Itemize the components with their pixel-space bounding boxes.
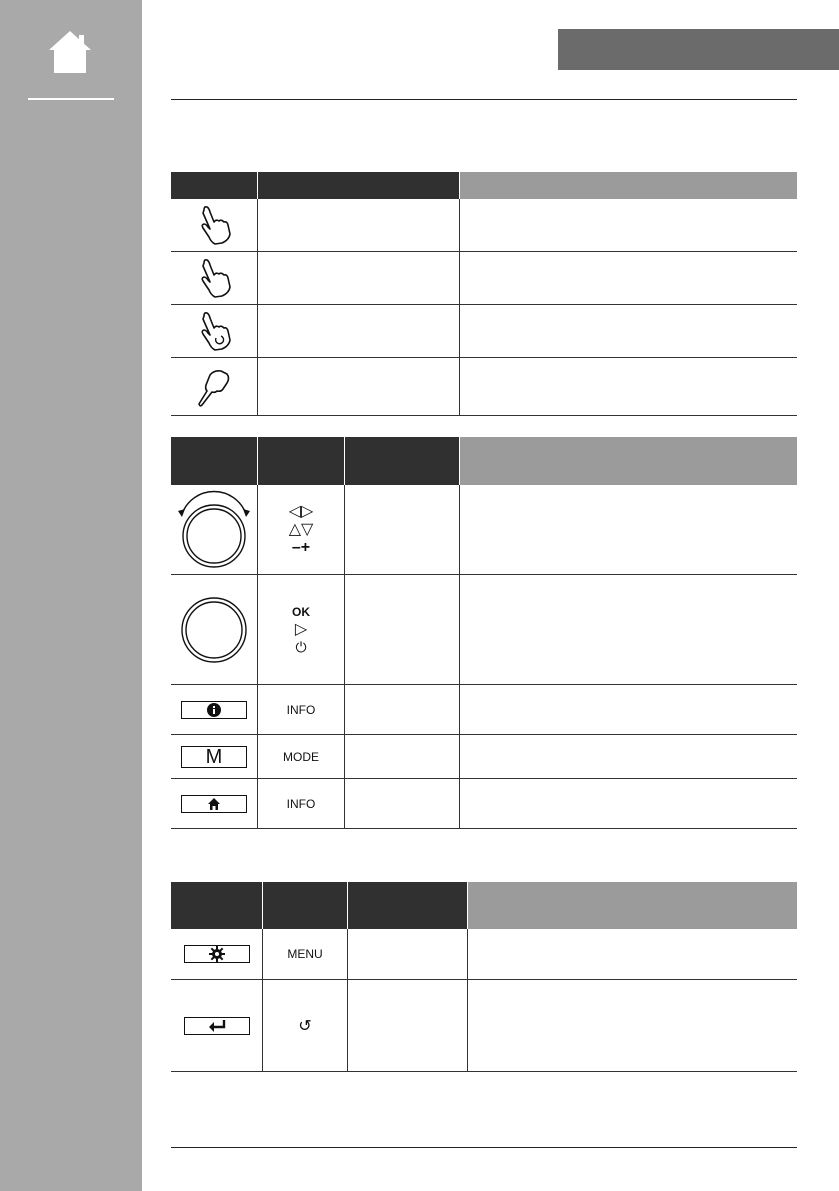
pointing-gesture-icon	[171, 358, 257, 415]
table-row	[171, 199, 797, 252]
controls-table-header-col3	[345, 437, 459, 485]
menu-table-header-col4	[468, 882, 797, 929]
up-down-arrows-icon: △▽	[288, 520, 314, 538]
footer-rule	[171, 1147, 797, 1148]
mode-key-letter: M	[205, 745, 223, 768]
controls-table-header-col2	[258, 437, 344, 485]
menu-key	[184, 945, 250, 963]
table-row	[171, 358, 797, 416]
gesture-table-header-col3	[460, 172, 797, 199]
left-right-arrows-icon: ◁▷	[288, 502, 314, 520]
menu-table	[171, 882, 797, 1072]
info-label: INFO	[286, 796, 316, 811]
back-symbol-icon: ↺	[298, 1016, 312, 1035]
menu-table-header-col1	[171, 882, 262, 929]
ok-label: OK	[292, 604, 310, 619]
mode-label: MODE	[283, 749, 319, 764]
table-row	[171, 305, 797, 358]
gesture-table-header-col2	[258, 172, 459, 199]
gesture-table	[171, 172, 797, 416]
gear-icon	[209, 946, 225, 962]
mode-key	[181, 746, 247, 768]
power-icon: ⏻	[295, 639, 307, 656]
controls-table-header-col1	[171, 437, 257, 485]
home-icon	[207, 797, 221, 811]
sidebar	[0, 0, 142, 1191]
menu-label: MENU	[287, 947, 323, 961]
controls-table-header-col4	[460, 437, 797, 485]
controls-table	[171, 437, 797, 829]
minus-plus-icon: –+	[291, 538, 311, 556]
back-key	[184, 1017, 250, 1035]
menu-table-header-col2	[263, 882, 347, 929]
sidebar-divider	[28, 98, 114, 100]
table-row	[171, 252, 797, 305]
menu-table-header-col3	[348, 882, 467, 929]
press-gesture-icon	[171, 252, 257, 304]
info-label: INFO	[286, 702, 316, 717]
play-icon: ▷	[294, 620, 308, 638]
info-icon	[207, 703, 221, 717]
tap-gesture-icon	[171, 199, 257, 251]
enter-knob-icon	[171, 575, 257, 684]
info-key	[181, 701, 247, 719]
section-header-bar	[558, 29, 839, 70]
rotary-knob-icon	[171, 485, 257, 574]
home-icon[interactable]	[46, 28, 94, 76]
header-rule	[171, 99, 797, 100]
hold-gesture-icon	[171, 305, 257, 357]
home-key	[181, 795, 247, 813]
back-arrow-icon	[208, 1019, 226, 1033]
gesture-table-header-col1	[171, 172, 257, 199]
